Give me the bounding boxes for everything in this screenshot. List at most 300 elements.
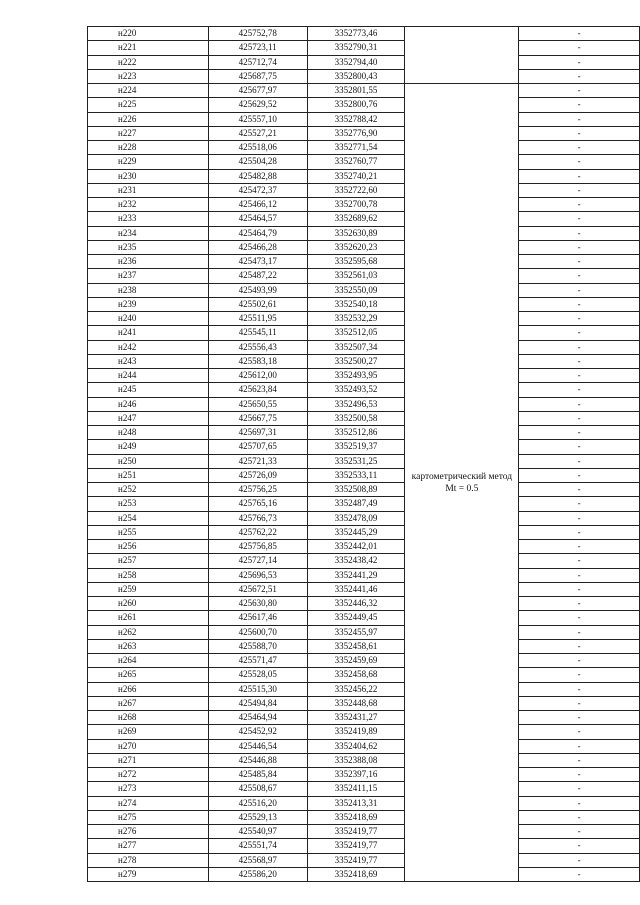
x-coordinate-cell: 425551,74: [208, 839, 307, 853]
x-coordinate-cell: 425528,05: [208, 668, 307, 682]
y-coordinate-cell: 3352700,78: [307, 198, 405, 212]
table-row: [88, 126, 640, 140]
description-cell: -: [519, 183, 640, 197]
y-coordinate-cell: 3352388,08: [307, 753, 405, 767]
point-name-cell: н242: [88, 340, 209, 354]
description-cell: -: [519, 369, 640, 383]
description-cell: -: [519, 825, 640, 839]
x-coordinate-cell: 425600,70: [208, 625, 307, 639]
y-coordinate-cell: 3352456,22: [307, 682, 405, 696]
x-coordinate-cell: 425752,78: [208, 27, 307, 41]
x-coordinate-cell: 425712,74: [208, 55, 307, 69]
x-coordinate-cell: 425482,88: [208, 169, 307, 183]
table-row: [88, 369, 640, 383]
method-cell: [405, 84, 519, 882]
point-name-cell: н254: [88, 511, 209, 525]
x-coordinate-cell: 425766,73: [208, 511, 307, 525]
y-coordinate-cell: 3352512,05: [307, 326, 405, 340]
description-cell: -: [519, 682, 640, 696]
point-name-cell: н240: [88, 312, 209, 326]
y-coordinate-cell: 3352773,46: [307, 27, 405, 41]
point-name-cell: н272: [88, 768, 209, 782]
table-row: [88, 839, 640, 853]
description-cell: -: [519, 810, 640, 824]
point-name-cell: н271: [88, 753, 209, 767]
point-name-cell: н222: [88, 55, 209, 69]
table-row: [88, 69, 640, 83]
point-name-cell: н223: [88, 69, 209, 83]
x-coordinate-cell: 425586,20: [208, 867, 307, 881]
table-row: [88, 582, 640, 596]
x-coordinate-cell: 425473,17: [208, 255, 307, 269]
table-row: [88, 326, 640, 340]
point-name-cell: н236: [88, 255, 209, 269]
point-name-cell: н265: [88, 668, 209, 682]
table-row: [88, 497, 640, 511]
y-coordinate-cell: 3352595,68: [307, 255, 405, 269]
description-cell: -: [519, 554, 640, 568]
x-coordinate-cell: 425677,97: [208, 84, 307, 98]
table-row: [88, 625, 640, 639]
x-coordinate-cell: 425650,55: [208, 397, 307, 411]
y-coordinate-cell: 3352404,62: [307, 739, 405, 753]
point-name-cell: н276: [88, 825, 209, 839]
y-coordinate-cell: 3352630,89: [307, 226, 405, 240]
point-name-cell: н262: [88, 625, 209, 639]
point-name-cell: н257: [88, 554, 209, 568]
table-row: [88, 483, 640, 497]
point-name-cell: н225: [88, 98, 209, 112]
table-row: [88, 183, 640, 197]
description-cell: -: [519, 41, 640, 55]
y-coordinate-cell: 3352419,77: [307, 839, 405, 853]
description-cell: -: [519, 867, 640, 881]
description-cell: -: [519, 326, 640, 340]
description-cell: -: [519, 853, 640, 867]
point-name-cell: н248: [88, 426, 209, 440]
table-row: [88, 867, 640, 881]
point-name-cell: н251: [88, 468, 209, 482]
x-coordinate-cell: 425494,84: [208, 696, 307, 710]
table-row: [88, 41, 640, 55]
y-coordinate-cell: 3352455,97: [307, 625, 405, 639]
description-cell: -: [519, 155, 640, 169]
description-cell: -: [519, 511, 640, 525]
y-coordinate-cell: 3352531,25: [307, 454, 405, 468]
table-row: [88, 725, 640, 739]
x-coordinate-cell: 425765,16: [208, 497, 307, 511]
table-row: [88, 84, 640, 98]
description-cell: -: [519, 796, 640, 810]
y-coordinate-cell: 3352487,49: [307, 497, 405, 511]
description-cell: -: [519, 739, 640, 753]
point-name-cell: н229: [88, 155, 209, 169]
point-name-cell: н256: [88, 540, 209, 554]
description-cell: -: [519, 540, 640, 554]
x-coordinate-cell: 425612,00: [208, 369, 307, 383]
point-name-cell: н244: [88, 369, 209, 383]
y-coordinate-cell: 3352561,03: [307, 269, 405, 283]
description-cell: -: [519, 411, 640, 425]
point-name-cell: н259: [88, 582, 209, 596]
table-row: [88, 568, 640, 582]
point-name-cell: н263: [88, 639, 209, 653]
table-row: [88, 682, 640, 696]
description-cell: -: [519, 212, 640, 226]
description-cell: -: [519, 297, 640, 311]
table-row: [88, 668, 640, 682]
table-row: [88, 340, 640, 354]
table-row: [88, 226, 640, 240]
y-coordinate-cell: 3352458,68: [307, 668, 405, 682]
point-name-cell: н258: [88, 568, 209, 582]
point-name-cell: н267: [88, 696, 209, 710]
description-cell: -: [519, 69, 640, 83]
y-coordinate-cell: 3352550,09: [307, 283, 405, 297]
table-row: [88, 198, 640, 212]
description-cell: -: [519, 483, 640, 497]
table-row: [88, 739, 640, 753]
x-coordinate-cell: 425464,94: [208, 711, 307, 725]
point-name-cell: н246: [88, 397, 209, 411]
y-coordinate-cell: 3352478,09: [307, 511, 405, 525]
y-coordinate-cell: 3352418,69: [307, 810, 405, 824]
y-coordinate-cell: 3352438,42: [307, 554, 405, 568]
point-name-cell: н278: [88, 853, 209, 867]
point-name-cell: н231: [88, 183, 209, 197]
x-coordinate-cell: 425545,11: [208, 326, 307, 340]
point-name-cell: н243: [88, 354, 209, 368]
y-coordinate-cell: 3352512,86: [307, 426, 405, 440]
table-row: [88, 825, 640, 839]
description-cell: -: [519, 141, 640, 155]
y-coordinate-cell: 3352760,77: [307, 155, 405, 169]
y-coordinate-cell: 3352459,69: [307, 654, 405, 668]
point-name-cell: н269: [88, 725, 209, 739]
table-row: [88, 98, 640, 112]
description-cell: -: [519, 269, 640, 283]
x-coordinate-cell: 425667,75: [208, 411, 307, 425]
x-coordinate-cell: 425588,70: [208, 639, 307, 653]
description-cell: -: [519, 525, 640, 539]
description-cell: -: [519, 126, 640, 140]
table-row: [88, 768, 640, 782]
table-row: [88, 354, 640, 368]
x-coordinate-cell: 425518,06: [208, 141, 307, 155]
x-coordinate-cell: 425466,28: [208, 240, 307, 254]
table-row: [88, 55, 640, 69]
x-coordinate-cell: 425502,61: [208, 297, 307, 311]
point-name-cell: н224: [88, 84, 209, 98]
y-coordinate-cell: 3352689,62: [307, 212, 405, 226]
table-row: [88, 297, 640, 311]
y-coordinate-cell: 3352776,90: [307, 126, 405, 140]
x-coordinate-cell: 425623,84: [208, 383, 307, 397]
x-coordinate-cell: 425630,80: [208, 597, 307, 611]
table-row: [88, 611, 640, 625]
table-row: [88, 212, 640, 226]
y-coordinate-cell: 3352448,68: [307, 696, 405, 710]
x-coordinate-cell: 425762,22: [208, 525, 307, 539]
description-cell: -: [519, 497, 640, 511]
point-name-cell: н260: [88, 597, 209, 611]
description-cell: -: [519, 768, 640, 782]
point-name-cell: н221: [88, 41, 209, 55]
point-name-cell: н241: [88, 326, 209, 340]
description-cell: -: [519, 112, 640, 126]
x-coordinate-cell: 425493,99: [208, 283, 307, 297]
y-coordinate-cell: 3352419,89: [307, 725, 405, 739]
x-coordinate-cell: 425672,51: [208, 582, 307, 596]
x-coordinate-cell: 425487,22: [208, 269, 307, 283]
point-name-cell: н220: [88, 27, 209, 41]
description-cell: -: [519, 340, 640, 354]
y-coordinate-cell: 3352790,31: [307, 41, 405, 55]
y-coordinate-cell: 3352801,55: [307, 84, 405, 98]
x-coordinate-cell: 425571,47: [208, 654, 307, 668]
description-cell: -: [519, 654, 640, 668]
x-coordinate-cell: 425556,43: [208, 340, 307, 354]
x-coordinate-cell: 425466,12: [208, 198, 307, 212]
table-row: [88, 540, 640, 554]
coordinates-table-body: [88, 27, 640, 882]
x-coordinate-cell: 425583,18: [208, 354, 307, 368]
y-coordinate-cell: 3352740,21: [307, 169, 405, 183]
table-row: [88, 782, 640, 796]
y-coordinate-cell: 3352418,69: [307, 867, 405, 881]
point-name-cell: н230: [88, 169, 209, 183]
table-row: [88, 426, 640, 440]
x-coordinate-cell: 425464,79: [208, 226, 307, 240]
table-row: [88, 654, 640, 668]
description-cell: -: [519, 611, 640, 625]
description-cell: -: [519, 226, 640, 240]
x-coordinate-cell: 425723,11: [208, 41, 307, 55]
point-name-cell: н275: [88, 810, 209, 824]
x-coordinate-cell: 425516,20: [208, 796, 307, 810]
y-coordinate-cell: 3352519,37: [307, 440, 405, 454]
point-name-cell: н228: [88, 141, 209, 155]
point-name-cell: н249: [88, 440, 209, 454]
y-coordinate-cell: 3352413,31: [307, 796, 405, 810]
description-cell: -: [519, 383, 640, 397]
table-row: [88, 853, 640, 867]
description-cell: -: [519, 283, 640, 297]
point-name-cell: н235: [88, 240, 209, 254]
x-coordinate-cell: 425726,09: [208, 468, 307, 482]
y-coordinate-cell: 3352419,77: [307, 853, 405, 867]
description-cell: -: [519, 696, 640, 710]
description-cell: -: [519, 426, 640, 440]
x-coordinate-cell: 425515,30: [208, 682, 307, 696]
x-coordinate-cell: 425727,14: [208, 554, 307, 568]
description-cell: -: [519, 240, 640, 254]
point-name-cell: н227: [88, 126, 209, 140]
x-coordinate-cell: 425687,75: [208, 69, 307, 83]
description-cell: -: [519, 625, 640, 639]
table-row: [88, 468, 640, 482]
y-coordinate-cell: 3352800,43: [307, 69, 405, 83]
point-name-cell: н279: [88, 867, 209, 881]
description-cell: -: [519, 454, 640, 468]
description-cell: -: [519, 753, 640, 767]
y-coordinate-cell: 3352771,54: [307, 141, 405, 155]
table-row: [88, 796, 640, 810]
description-cell: -: [519, 98, 640, 112]
coordinates-table: [87, 26, 640, 882]
y-coordinate-cell: 3352449,45: [307, 611, 405, 625]
description-cell: -: [519, 782, 640, 796]
y-coordinate-cell: 3352458,61: [307, 639, 405, 653]
table-row: [88, 269, 640, 283]
point-name-cell: н266: [88, 682, 209, 696]
x-coordinate-cell: 425485,84: [208, 768, 307, 782]
y-coordinate-cell: 3352419,77: [307, 825, 405, 839]
x-coordinate-cell: 425511,95: [208, 312, 307, 326]
table-row: [88, 554, 640, 568]
point-name-cell: н237: [88, 269, 209, 283]
point-name-cell: н232: [88, 198, 209, 212]
x-coordinate-cell: 425529,13: [208, 810, 307, 824]
x-coordinate-cell: 425557,10: [208, 112, 307, 126]
table-row: [88, 383, 640, 397]
x-coordinate-cell: 425721,33: [208, 454, 307, 468]
y-coordinate-cell: 3352441,46: [307, 582, 405, 596]
x-coordinate-cell: 425452,92: [208, 725, 307, 739]
point-name-cell: н250: [88, 454, 209, 468]
point-name-cell: н253: [88, 497, 209, 511]
y-coordinate-cell: 3352800,76: [307, 98, 405, 112]
description-cell: -: [519, 839, 640, 853]
point-name-cell: н273: [88, 782, 209, 796]
description-cell: -: [519, 27, 640, 41]
description-cell: -: [519, 725, 640, 739]
y-coordinate-cell: 3352540,18: [307, 297, 405, 311]
point-name-cell: н238: [88, 283, 209, 297]
table-row: [88, 525, 640, 539]
description-cell: -: [519, 668, 640, 682]
y-coordinate-cell: 3352446,32: [307, 597, 405, 611]
x-coordinate-cell: 425617,46: [208, 611, 307, 625]
point-name-cell: н255: [88, 525, 209, 539]
x-coordinate-cell: 425527,21: [208, 126, 307, 140]
method-cell-empty: [405, 27, 519, 84]
y-coordinate-cell: 3352508,89: [307, 483, 405, 497]
y-coordinate-cell: 3352441,29: [307, 568, 405, 582]
table-row: [88, 696, 640, 710]
table-row: [88, 283, 640, 297]
description-cell: -: [519, 354, 640, 368]
description-cell: -: [519, 711, 640, 725]
table-row: [88, 155, 640, 169]
point-name-cell: н264: [88, 654, 209, 668]
y-coordinate-cell: 3352794,40: [307, 55, 405, 69]
table-row: [88, 141, 640, 155]
description-cell: -: [519, 198, 640, 212]
x-coordinate-cell: 425696,53: [208, 568, 307, 582]
description-cell: -: [519, 582, 640, 596]
table-row: [88, 711, 640, 725]
y-coordinate-cell: 3352431,27: [307, 711, 405, 725]
description-cell: -: [519, 440, 640, 454]
x-coordinate-cell: 425697,31: [208, 426, 307, 440]
table-row: [88, 312, 640, 326]
description-cell: -: [519, 84, 640, 98]
description-cell: -: [519, 397, 640, 411]
description-cell: -: [519, 568, 640, 582]
x-coordinate-cell: 425756,85: [208, 540, 307, 554]
x-coordinate-cell: 425446,88: [208, 753, 307, 767]
point-name-cell: н277: [88, 839, 209, 853]
x-coordinate-cell: 425508,67: [208, 782, 307, 796]
table-row: [88, 597, 640, 611]
point-name-cell: н239: [88, 297, 209, 311]
point-name-cell: н245: [88, 383, 209, 397]
point-name-cell: н233: [88, 212, 209, 226]
y-coordinate-cell: 3352442,01: [307, 540, 405, 554]
x-coordinate-cell: 425540,97: [208, 825, 307, 839]
description-cell: -: [519, 597, 640, 611]
table-row: [88, 411, 640, 425]
y-coordinate-cell: 3352788,42: [307, 112, 405, 126]
y-coordinate-cell: 3352722,60: [307, 183, 405, 197]
x-coordinate-cell: 425504,28: [208, 155, 307, 169]
point-name-cell: н252: [88, 483, 209, 497]
x-coordinate-cell: 425472,37: [208, 183, 307, 197]
description-cell: -: [519, 312, 640, 326]
description-cell: -: [519, 55, 640, 69]
table-row: [88, 440, 640, 454]
description-cell: -: [519, 169, 640, 183]
y-coordinate-cell: 3352500,58: [307, 411, 405, 425]
description-cell: -: [519, 639, 640, 653]
table-row: [88, 240, 640, 254]
y-coordinate-cell: 3352532,29: [307, 312, 405, 326]
point-name-cell: н270: [88, 739, 209, 753]
x-coordinate-cell: 425707,65: [208, 440, 307, 454]
table-row: [88, 511, 640, 525]
table-row: [88, 397, 640, 411]
y-coordinate-cell: 3352533,11: [307, 468, 405, 482]
y-coordinate-cell: 3352507,34: [307, 340, 405, 354]
y-coordinate-cell: 3352397,16: [307, 768, 405, 782]
description-cell: -: [519, 255, 640, 269]
point-name-cell: н234: [88, 226, 209, 240]
table-row: [88, 454, 640, 468]
y-coordinate-cell: 3352620,23: [307, 240, 405, 254]
description-cell: -: [519, 468, 640, 482]
point-name-cell: н226: [88, 112, 209, 126]
table-row: [88, 639, 640, 653]
y-coordinate-cell: 3352445,29: [307, 525, 405, 539]
y-coordinate-cell: 3352496,53: [307, 397, 405, 411]
table-row: [88, 810, 640, 824]
table-row: [88, 112, 640, 126]
table-row: [88, 27, 640, 41]
table-row: [88, 169, 640, 183]
y-coordinate-cell: 3352493,95: [307, 369, 405, 383]
table-row: [88, 753, 640, 767]
x-coordinate-cell: 425464,57: [208, 212, 307, 226]
x-coordinate-cell: 425756,25: [208, 483, 307, 497]
table-row: [88, 255, 640, 269]
y-coordinate-cell: 3352500,27: [307, 354, 405, 368]
y-coordinate-cell: 3352411,15: [307, 782, 405, 796]
x-coordinate-cell: 425629,52: [208, 98, 307, 112]
method-text: картометрический метод Mt = 0.5: [411, 471, 513, 494]
point-name-cell: н268: [88, 711, 209, 725]
x-coordinate-cell: 425568,97: [208, 853, 307, 867]
